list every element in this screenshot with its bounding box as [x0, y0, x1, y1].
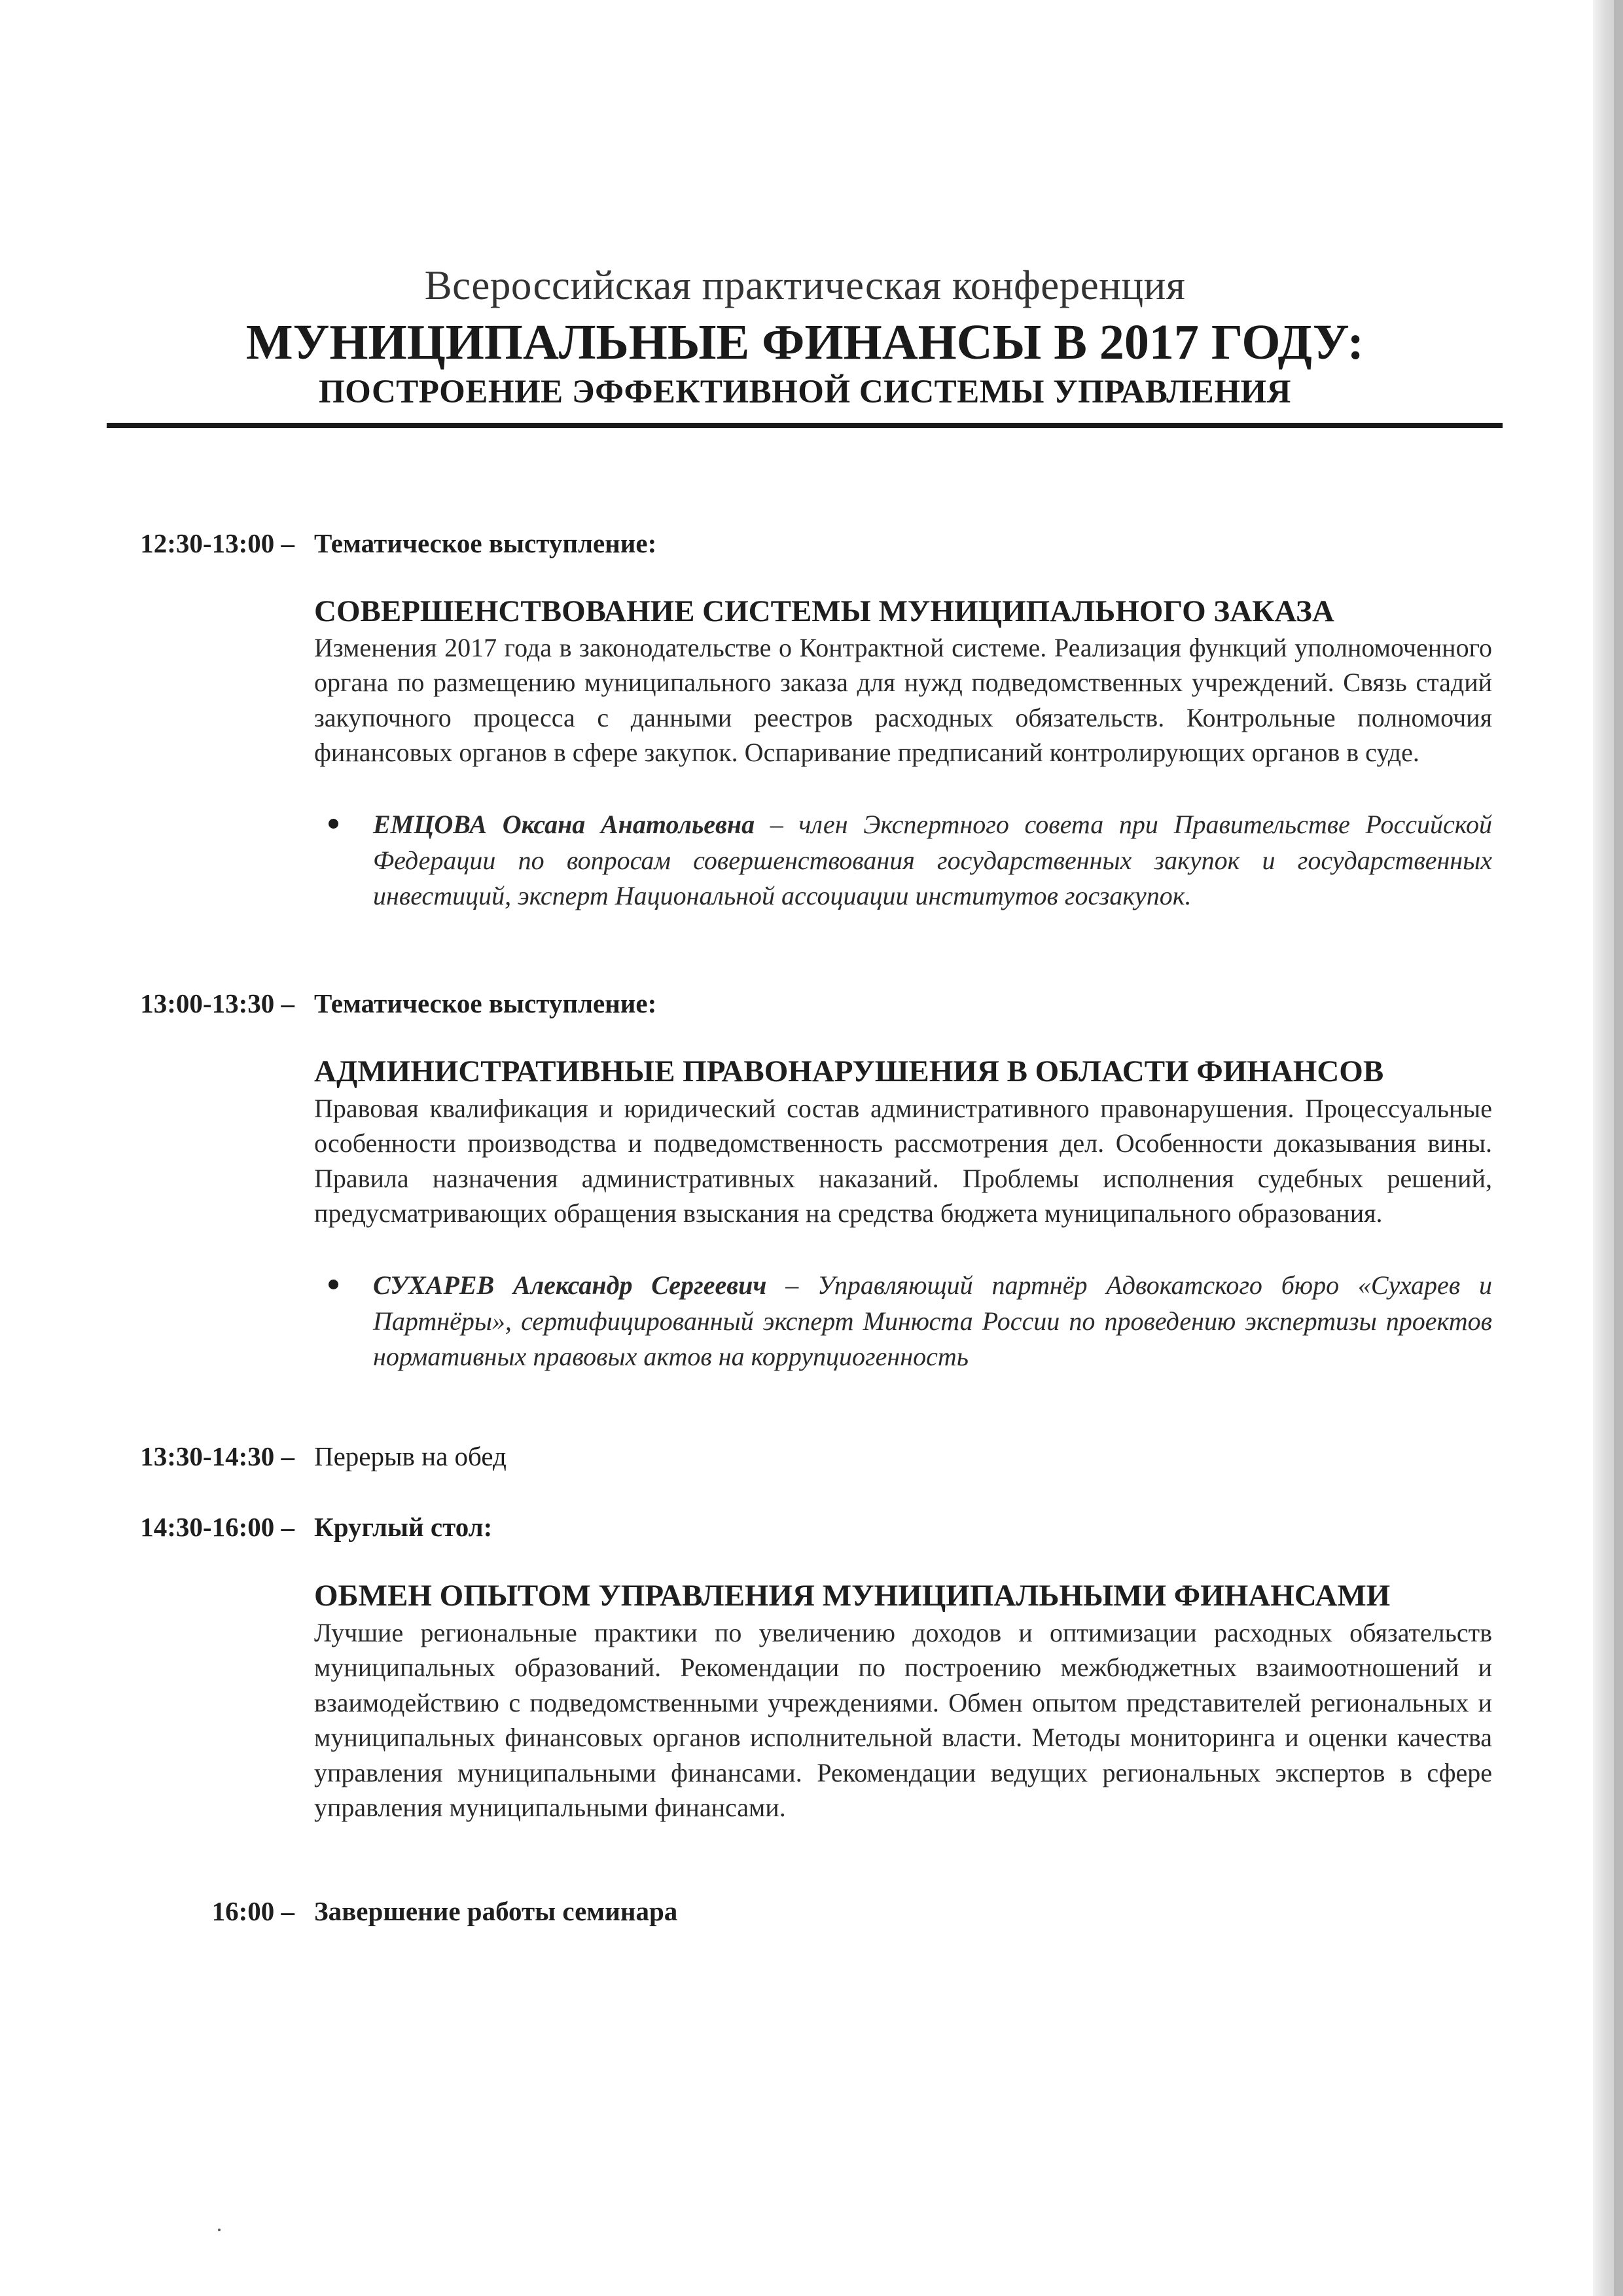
bullet-icon — [329, 819, 338, 829]
speaker-name: ЕМЦОВА Оксана Анатольевна — [373, 810, 755, 839]
agenda-label: Круглый стол: — [314, 1512, 493, 1542]
agenda-time: 13:30-14:30 – — [140, 1441, 294, 1471]
speaker-text — [373, 807, 1492, 914]
conference-subtitle: Всероссийская практическая конференция — [424, 262, 1186, 308]
agenda-description: Правовая квалификация и юридический состав административного правонарушения. Процессуальные особенности производства и подведомственность рассмотрения дел. Особенности доказывания вины. Правила назначения административных наказаний. Проблемы исполнения судебных решений, предусматривающих обращения взыскания на средства бюджета муниципального образования. — [314, 1094, 1492, 1229]
agenda-time: 14:30-16:00 – — [140, 1512, 294, 1542]
speaker-info: – Управляющий партнёр Адвокатского бюро «Сухарев и Партнёры», сертифицированный эксперт Минюста России по проведению экспертизы проектов нормативных правовых актов на коррупциогенность — [373, 1270, 1493, 1371]
agenda-time: 16:00 – — [211, 1896, 294, 1926]
agenda-label: Перерыв на обед — [314, 1441, 507, 1471]
agenda-label: Тематическое выступление: — [314, 988, 657, 1018]
agenda-topic: ОБМЕН ОПЫТОМ УПРАВЛЕНИЯ МУНИЦИПАЛЬНЫМИ ФИНАНСАМИ — [314, 1579, 1391, 1613]
agenda-topic: СОВЕРШЕНСТВОВАНИЕ СИСТЕМЫ МУНИЦИПАЛЬНОГО ЗАКАЗА — [314, 594, 1334, 628]
conference-header — [108, 260, 1502, 412]
scan-speck — [218, 2229, 221, 2231]
agenda-label: Тематическое выступление: — [314, 528, 657, 558]
agenda-time: 12:30-13:00 – — [140, 528, 294, 558]
header-divider — [107, 423, 1503, 428]
conference-title: МУНИЦИПАЛЬНЫЕ ФИНАНСЫ В 2017 ГОДУ: — [245, 315, 1364, 370]
conference-title-line-2: ПОСТРОЕНИЕ ЭФФЕКТИВНОЙ СИСТЕМЫ УПРАВЛЕНИЯ — [318, 374, 1291, 410]
speaker-name: СУХАРЕВ Александр Сергеевич — [373, 1270, 767, 1300]
speaker-info: – член Экспертного совета при Правительстве Российской Федерации по вопросам совершенствования государственных закупок и государственных инвестиций, эксперт Национальной ассоциации институтов госзакупок. — [373, 810, 1492, 910]
speaker-text — [373, 1268, 1492, 1375]
agenda-time: 13:00-13:30 – — [140, 988, 294, 1018]
bullet-icon — [329, 1280, 338, 1289]
page-edge-border — [1614, 0, 1623, 2296]
agenda-topic: АДМИНИСТРАТИВНЫЕ ПРАВОНАРУШЕНИЯ В ОБЛАСТИ ФИНАНСОВ — [314, 1054, 1384, 1088]
agenda-description: Лучшие региональные практики по увеличению доходов и оптимизации расходных обязательств муниципальных образований. Рекомендации по построению межбюджетных взаимоотношений и взаимодействию с подведомственными учреждениями. Обмен опытом представителей региональных и муниципальных финансовых органов исполнительной власти. Методы мониторинга и оценки качества управления муниципальными финансами. Рекомендации ведущих региональных экспертов в сфере управления муниципальными финансами. — [314, 1618, 1492, 1823]
agenda-description: Изменения 2017 года в законодательстве о Контрактной системе. Реализация функций уполномоченного органа по размещению муниципального заказа для нужд подведомственных учреждений. Связь стадий закупочного процесса с данными реестров расходных обязательств. Контрольные полномочия финансовых органов в сфере закупок. Оспаривание предписаний контролирующих органов в суде. — [314, 633, 1492, 768]
agenda-label: Завершение работы семинара — [314, 1896, 678, 1926]
